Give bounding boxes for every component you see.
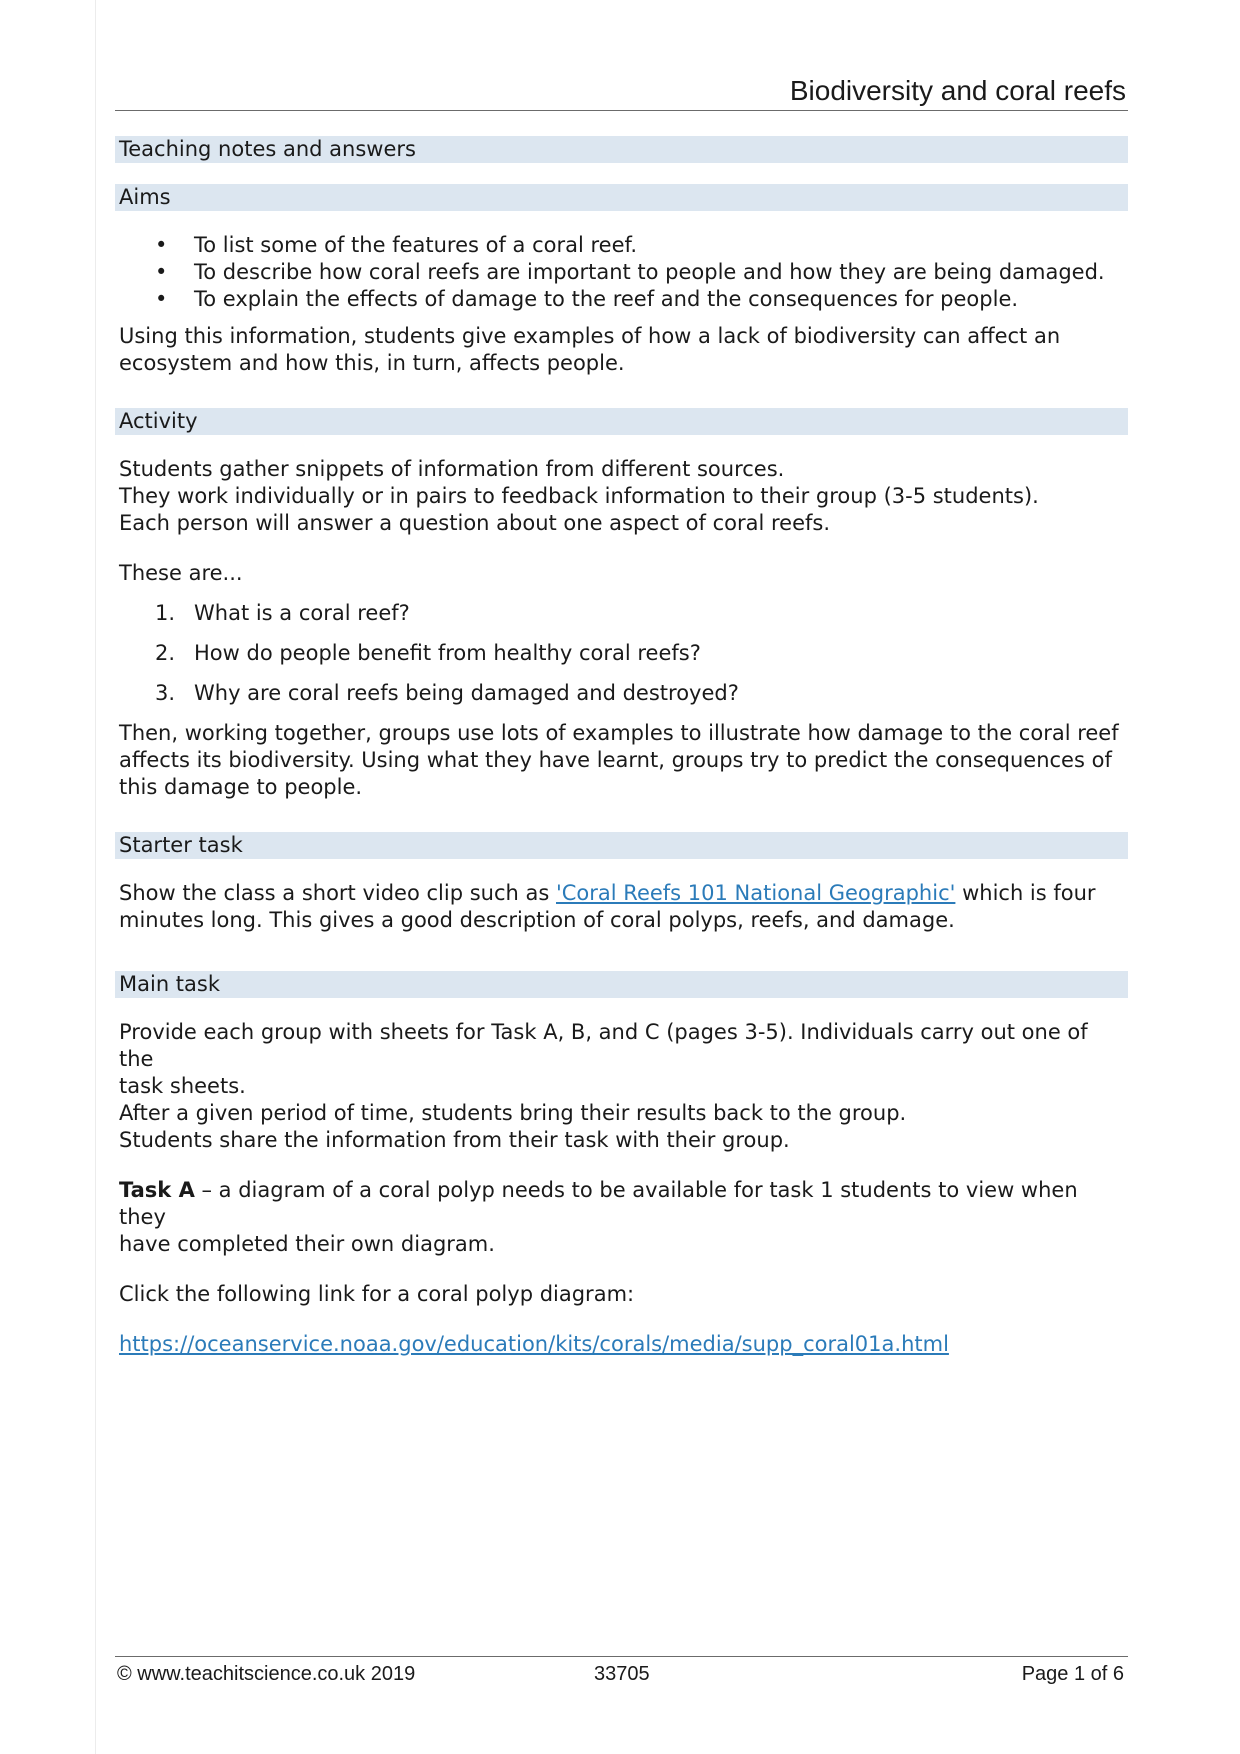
question-number: 2. bbox=[155, 641, 176, 665]
activity-closing-line: this damage to people. bbox=[119, 775, 363, 799]
section-heading-activity: Activity bbox=[115, 408, 1128, 435]
coral-polyp-diagram-link[interactable]: https://oceanservice.noaa.gov/education/kits/corals/media/supp_coral01a.html bbox=[119, 1332, 949, 1356]
question-number: 3. bbox=[155, 681, 176, 705]
question-text: What is a coral reef? bbox=[194, 601, 410, 625]
task-a-description bbox=[115, 1177, 1128, 1258]
aims-summary-line: Using this information, students give examples of how a lack of biodiversity can affect an bbox=[119, 324, 1061, 348]
page-edge-line bbox=[95, 0, 96, 1754]
task-a-label: Task A bbox=[119, 1178, 195, 1202]
aims-bullet: • To list some of the features of a coral reef. bbox=[115, 232, 1128, 259]
starter-text: which is four bbox=[955, 881, 1096, 905]
video-link[interactable]: 'Coral Reefs 101 National Geographic' bbox=[556, 881, 956, 905]
diagram-link-intro: Click the following link for a coral polyp diagram: bbox=[119, 1282, 635, 1306]
activity-line: Each person will answer a question about one aspect of coral reefs. bbox=[119, 511, 831, 535]
section-heading-starter-task: Starter task bbox=[115, 832, 1128, 859]
page-header bbox=[115, 68, 1128, 111]
main-task-line: Students share the information from their task with their group. bbox=[119, 1128, 790, 1152]
task-a-line: have completed their own diagram. bbox=[119, 1232, 495, 1256]
aims-bullet: • To describe how coral reefs are important to people and how they are being damaged. bbox=[115, 259, 1128, 286]
question-item bbox=[115, 600, 1128, 627]
footer-copyright: © www.teachitscience.co.uk 2019 bbox=[117, 1663, 416, 1685]
footer-resource-code: 33705 bbox=[594, 1663, 650, 1685]
activity-closing-line: Then, working together, groups use lots of examples to illustrate how damage to the coral reef bbox=[119, 721, 1119, 745]
question-number: 1. bbox=[155, 601, 176, 625]
main-task-line: After a given period of time, students bring their results back to the group. bbox=[119, 1101, 907, 1125]
activity-intro: These are... bbox=[119, 561, 243, 585]
question-item bbox=[115, 680, 1128, 707]
question-item bbox=[115, 640, 1128, 667]
aims-list bbox=[115, 232, 1128, 313]
aims-summary bbox=[115, 323, 1128, 377]
activity-description bbox=[115, 456, 1128, 537]
footer-page-number: Page 1 of 6 bbox=[1021, 1663, 1124, 1685]
starter-line bbox=[119, 880, 1128, 907]
diagram-link-line bbox=[115, 1331, 1128, 1358]
section-heading-main-task: Main task bbox=[115, 971, 1128, 998]
starter-description bbox=[115, 880, 1128, 934]
task-a-line bbox=[119, 1177, 1128, 1231]
main-content bbox=[115, 136, 1128, 1358]
activity-closing-line: affects its biodiversity. Using what they have learnt, groups try to predict the consequences of bbox=[119, 748, 1112, 772]
starter-text: Show the class a short video clip such as bbox=[119, 881, 556, 905]
activity-line: Students gather snippets of information from different sources. bbox=[119, 457, 785, 481]
question-text: Why are coral reefs being damaged and destroyed? bbox=[194, 681, 739, 705]
activity-questions bbox=[115, 600, 1128, 707]
main-task-description bbox=[115, 1019, 1128, 1154]
page-footer bbox=[115, 1656, 1128, 1691]
section-heading-teaching-notes: Teaching notes and answers bbox=[115, 136, 1128, 163]
activity-line: They work individually or in pairs to feedback information to their group (3-5 students). bbox=[119, 484, 1039, 508]
aims-summary-line: ecosystem and how this, in turn, affects people. bbox=[119, 351, 625, 375]
question-text: How do people benefit from healthy coral reefs? bbox=[194, 641, 701, 665]
starter-line: minutes long. This gives a good description of coral polyps, reefs, and damage. bbox=[119, 908, 955, 932]
aims-bullet: • To explain the effects of damage to the reef and the consequences for people. bbox=[115, 286, 1128, 313]
document-title: Biodiversity and coral reefs bbox=[789, 75, 1126, 106]
main-task-line: task sheets. bbox=[119, 1074, 246, 1098]
section-heading-aims: Aims bbox=[115, 184, 1128, 211]
task-a-text: – a diagram of a coral polyp needs to be available for task 1 students to view when they bbox=[119, 1178, 1078, 1229]
activity-closing bbox=[115, 720, 1128, 801]
main-task-line: Provide each group with sheets for Task A, B, and C (pages 3-5). Individuals carry out one of the bbox=[119, 1020, 1088, 1071]
